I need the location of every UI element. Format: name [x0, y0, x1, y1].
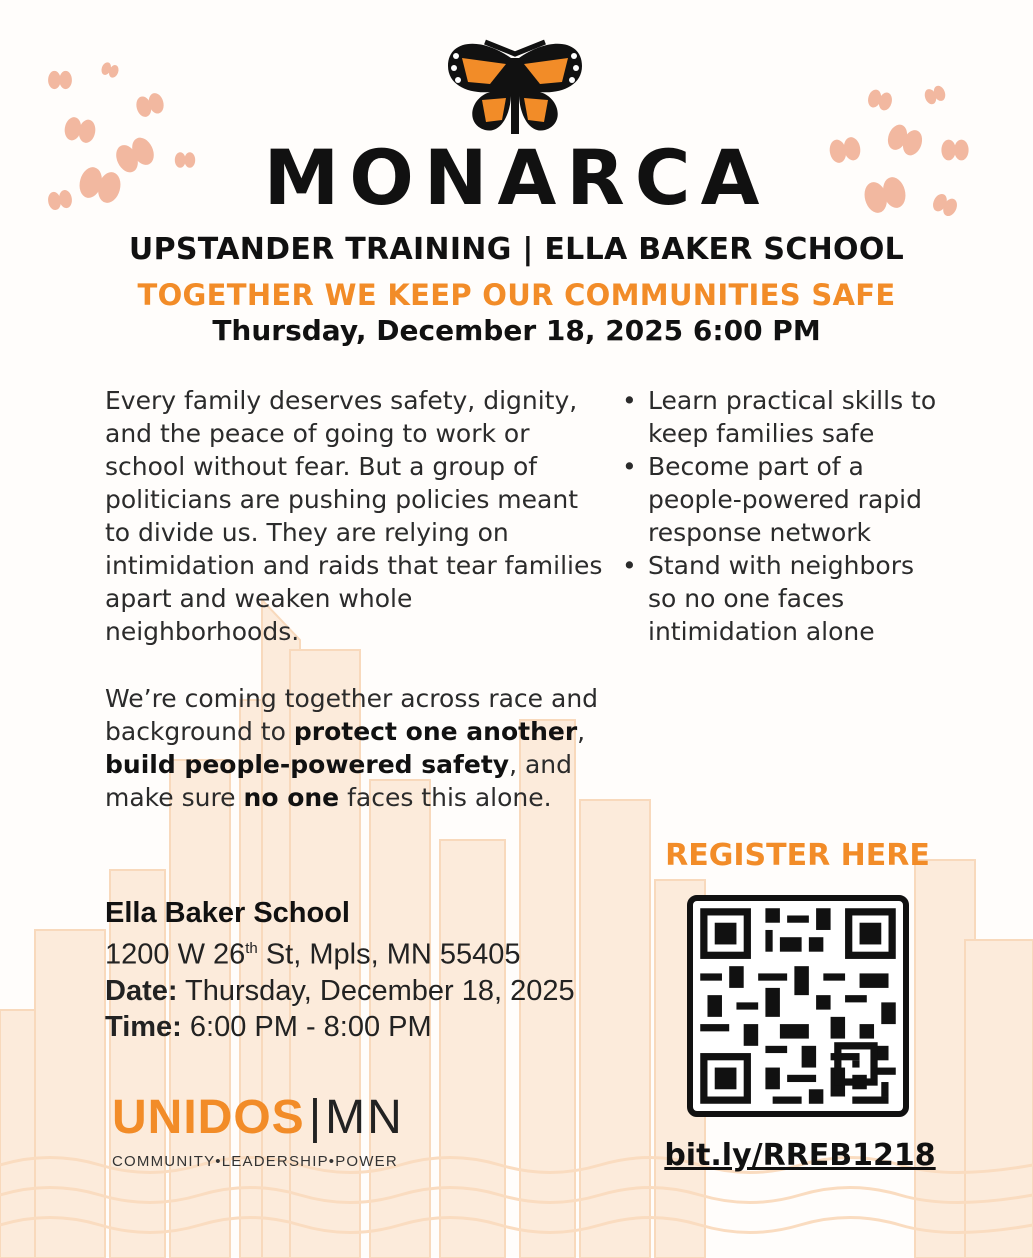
call-text-1: We’re coming together across race and background to — [105, 684, 599, 746]
time-label: Time: — [105, 1010, 182, 1043]
venue-name: Ella Baker School — [105, 897, 350, 929]
qr-code[interactable] — [687, 895, 909, 1117]
address-suffix: th — [245, 940, 258, 957]
qr-code-icon — [693, 901, 903, 1111]
call-text-4: faces this alone. — [339, 783, 552, 812]
call-bold-no-one: no one — [243, 783, 340, 812]
list-item: • Learn practical skills to keep families safe — [620, 384, 950, 450]
intro-paragraph: Every family deserves safety, dignity, and the peace of going to work or school without fear. But a group of politicians are pushing policies meant to divide us. They are relying on intimidation and raids that tear families apart and weaken whole neighborhoods. — [105, 386, 603, 646]
call-bold-protect: protect one another — [293, 717, 578, 746]
register-heading: REGISTER HERE — [665, 838, 930, 873]
logo-name-left: UNIDOS — [112, 1091, 305, 1144]
list-item: • Stand with neighbors so no one faces intimidation alone — [620, 549, 950, 648]
venue-date — [105, 973, 625, 1009]
brand-title: MONARCA — [263, 133, 770, 222]
date-value: Thursday, December 18, 2025 — [177, 974, 575, 1007]
venue-time — [105, 1009, 625, 1045]
address-street: 1200 W 26 — [105, 938, 246, 971]
benefits-list — [620, 384, 950, 648]
venue-address — [105, 931, 625, 973]
monarch-butterfly-logo-icon — [440, 36, 590, 136]
org-slogan: COMMUNITY•LEADERSHIP•POWER — [112, 1153, 398, 1170]
logo-name-right: MN — [325, 1091, 404, 1144]
list-item: • Become part of a people-powered rapid response network — [620, 450, 950, 549]
registration-link[interactable]: bit.ly/RREB1218 — [664, 1138, 936, 1173]
event-datetime: Thursday, December 18, 2025 6:00 PM — [212, 314, 821, 347]
event-tagline: TOGETHER WE KEEP OUR COMMUNITIES SAFE — [137, 278, 896, 312]
call-text-3: , and make sure — [105, 750, 573, 812]
call-text-2: , — [577, 717, 586, 746]
call-paragraph — [105, 682, 610, 814]
time-value: 6:00 PM - 8:00 PM — [181, 1010, 432, 1043]
logo-separator: | — [308, 1091, 322, 1144]
venue-details — [105, 895, 625, 1045]
call-bold-build: build people-powered safety — [105, 750, 510, 779]
date-label: Date: — [105, 974, 178, 1007]
event-title: UPSTANDER TRAINING | ELLA BAKER SCHOOL — [128, 232, 905, 267]
unidos-mn-logo — [112, 1092, 404, 1144]
address-city: St, Mpls, MN 55405 — [257, 938, 521, 971]
